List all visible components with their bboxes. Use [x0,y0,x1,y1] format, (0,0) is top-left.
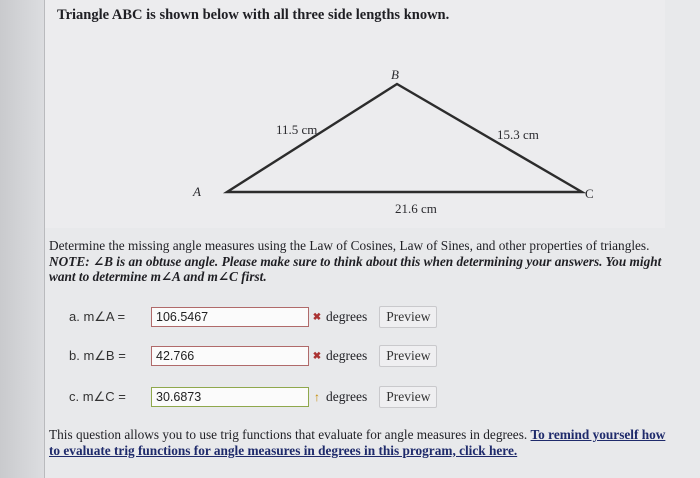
incorrect-icon: ✖ [312,311,322,323]
triangle-diagram [195,55,595,225]
angle-a-input[interactable] [151,307,309,327]
prompt-title: Triangle ABC is shown below with all three side lengths known. [57,7,450,23]
help-link[interactable]: To remind yourself how to evaluate trig functions for angle measures in degrees in this program, click here. [49,427,666,458]
preview-button-b[interactable]: Preview [379,345,437,367]
side-ac-length: 21.6 cm [395,201,437,216]
problem-header [45,0,665,228]
question-panel [44,0,700,478]
degrees-unit: degrees [326,348,368,363]
answer-row-a [69,306,437,328]
description-text: Determine the missing angle measures using the Law of Cosines, Law of Sines, and other properties of triangles. [49,238,650,253]
angle-b-input[interactable] [151,346,309,366]
side-bc-length: 15.3 cm [497,127,539,142]
degrees-unit: degrees [326,309,368,324]
angle-a-label: a. m∠A = [69,309,126,324]
arrow-up-icon: ↑ [314,389,320,404]
obtuse-note: NOTE: ∠B is an obtuse angle. Please make sure to think about this when determining your answers. You might want to determine m∠A and m∠C first. [49,253,662,284]
preview-button-a[interactable]: Preview [379,306,437,328]
angle-b-label: b. m∠B = [69,348,126,363]
angle-c-input[interactable] [151,387,309,407]
vertex-a-label: A [193,184,201,199]
incorrect-icon: ✖ [312,350,322,362]
answer-row-c [69,386,437,408]
answer-row-b [69,345,437,367]
preview-button-c[interactable]: Preview [379,386,437,408]
footer-note [49,427,669,458]
footer-text: This question allows you to use trig functions that evaluate for angle measures in degrees. [49,427,528,442]
side-ab-length: 11.5 cm [276,122,318,137]
question-description [49,238,669,285]
left-margin [0,0,44,478]
degrees-unit: degrees [326,389,368,404]
vertex-b-label: B [391,67,399,82]
angle-c-label: c. m∠C = [69,389,126,404]
vertex-c-label: C [585,186,594,201]
